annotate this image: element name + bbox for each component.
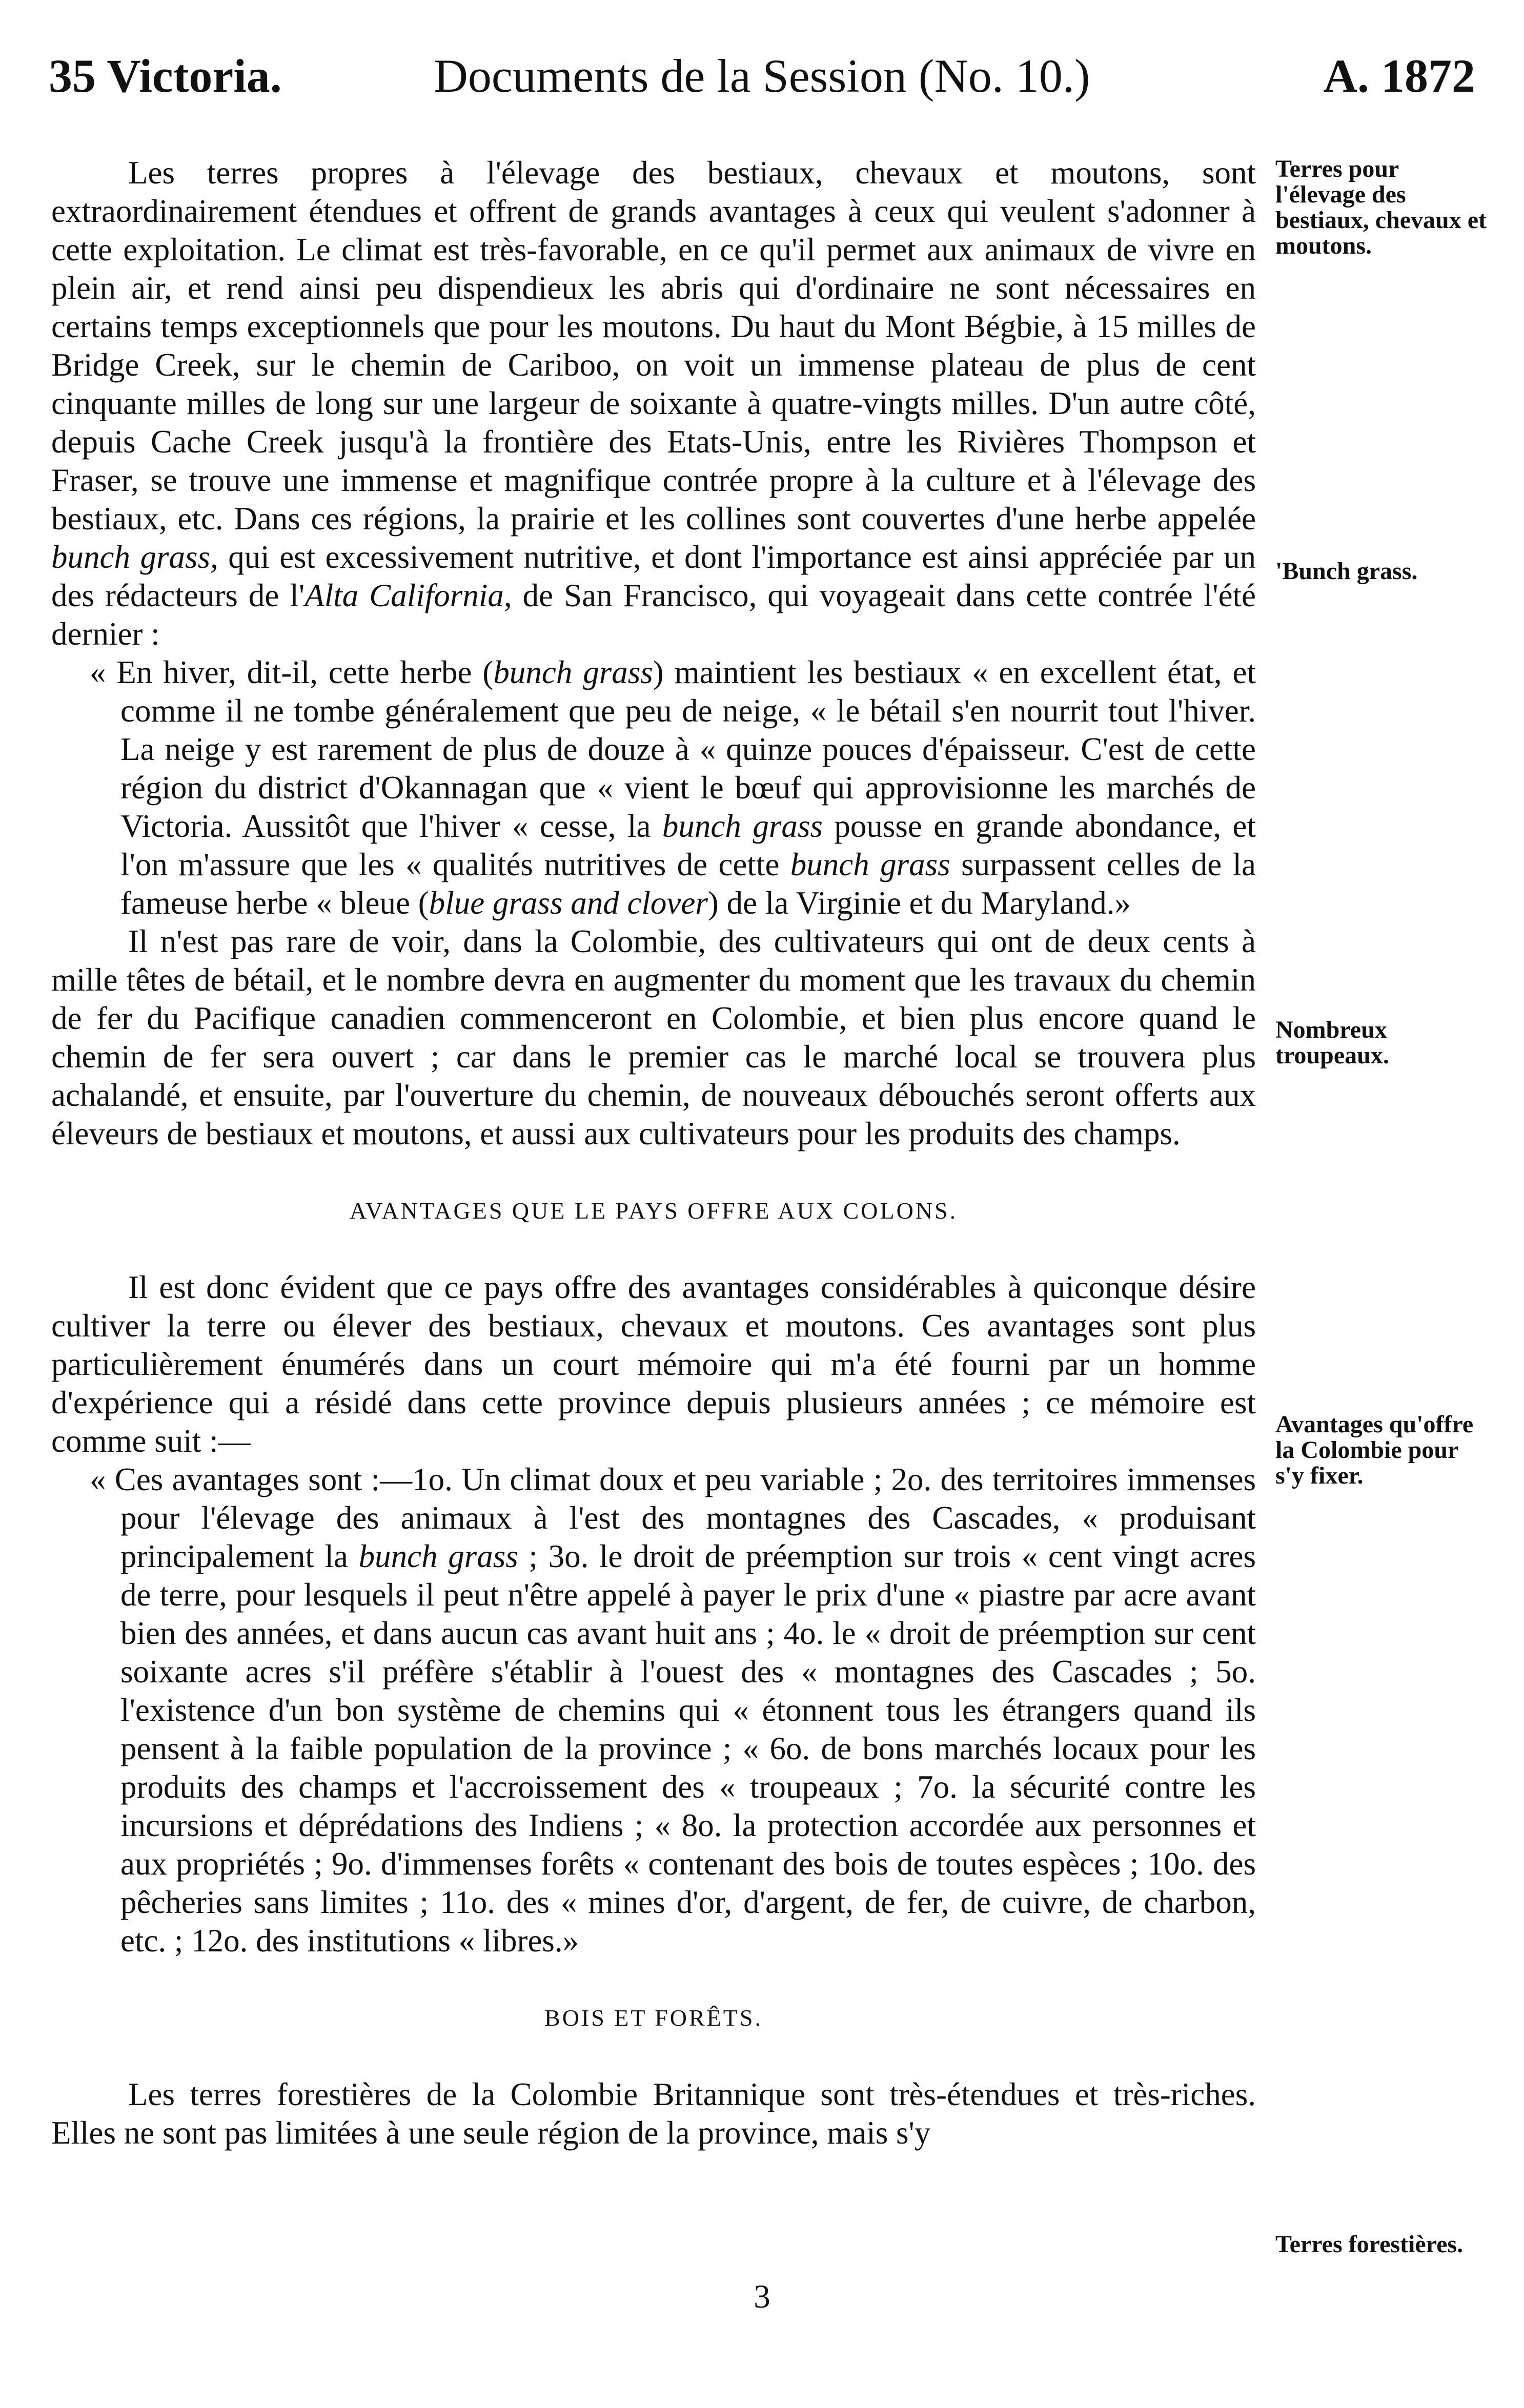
margin-note-terres-elevage: Terres pour l'élevage des bestiaux, chevaux et moutons. [1275, 155, 1487, 259]
section-heading-avantages: AVANTAGES QUE LE PAYS OFFRE AUX COLONS. [349, 1198, 958, 1224]
margin-note-terres-forestieres: Terres forestières. [1275, 2231, 1464, 2258]
running-header [49, 49, 1475, 115]
body-text [51, 154, 1256, 2152]
paragraph-troupeaux: Il n'est pas rare de voir, dans la Colombie, des cultivateurs qui ont de deux cents à mille têtes de bétail, et le nombre devra en augmenter du moment que les travaux du chemin de fer du Pacifique canadien commenceront en Colombie, et bien plus encore quand le chemin de fer sera ouvert ; car dans le premier cas le marché local se trouvera plus achalandé, et ensuite, par l'ouverture du chemin, de nouveaux débouchés seront offerts aux éleveurs de bestiaux et moutons, et aussi aux cultivateurs pour les produits des champs. [51, 923, 1256, 1151]
header-year: A. 1872 [1323, 50, 1475, 102]
margin-note-avantages: Avantages qu'offre la Colombie pour s'y fixer. [1275, 1411, 1474, 1489]
header-title: Documents de la Session (No. 10.) [434, 50, 1090, 102]
quotation-memoire: « Ces avantages sont :—1o. Un climat doux et peu variable ; 2o. des territoires immenses pour l'élevage des animaux à l'est des montagnes des Cascades, « produisant principalement la bunch grass ; 3o. le droit de préemption sur trois « cent vingt acres de terre, pour lesquels il peut n'être appelé à payer le prix d'une « piastre par acre avant bien des années, et dans aucun cas avant huit ans ; 4o. le « droit de préemption sur cent soixante acres s'il préfère s'établir à l'ouest des « montagnes des Cascades ; 5o. l'existence d'un bon système de chemins qui « étonnent tous les étrangers quand ils pensent à la faible population de la province ; « 6o. de bons marchés locaux pour les produits des champs et l'accroissement des « troupeaux ; 7o. la sécurité contre les incursions et déprédations des Indiens ; « 8o. la protection accordée aux personnes et aux propriétés ; 9o. d'immenses forêts « contenant des bois de toutes espèces ; 10o. des pêcheries sans limites ; 11o. des « mines d'or, d'argent, de fer, de cuivre, de charbon, etc. ; 12o. des institutions « libres.» [90, 1462, 1256, 1959]
page-number: 3 [754, 2278, 770, 2315]
paragraph-avantages: Il est donc évident que ce pays offre des avantages considérables à quiconque désire cultiver la terre ou élever des bestiaux, chevaux et moutons. Ces avantages sont plus particulièrement énumérés dans un court mémoire qui m'a été fourni par un homme d'expérience qui a résidé dans cette province depuis plusieurs années ; ce mémoire est comme suit :— [51, 1269, 1256, 1459]
paragraph-elevage: Les terres propres à l'élevage des bestiaux, chevaux et moutons, sont extraordinairement étendues et offrent de grands avantages à ceux qui veulent s'adonner à cette exploitation. Le climat est très-favorable, en ce qu'il permet aux animaux de vivre en plein air, et rend ainsi peu dispendieux les abris qui d'ordinaire ne sont nécessaires en certains temps exceptionnels que pour les moutons. Du haut du Mont Bégbie, à 15 milles de Bridge Creek, sur le chemin de Cariboo, on voit un immense plateau de plus de cent cinquante milles de long sur une largeur de soixante à quatre-vingts milles. D'un autre côté, depuis Cache Creek jusqu'à la frontière des Etats-Unis, entre les Rivières Thompson et Fraser, se trouve une immense et magnifique contrée propre à la culture et à l'élevage des bestiaux, etc. Dans ces régions, la prairie et les collines sont couvertes d'une herbe appelée bunch grass, qui est excessivement nutritive, et dont l'importance est ainsi appréciée par un des rédacteurs de l'Alta California, de San Francisco, qui voyageait dans cette contrée l'été dernier : [51, 155, 1256, 652]
paragraph-forets: Les terres forestières de la Colombie Britannique sont très-étendues et très-riches. Elles ne sont pas limitées à une seule région de la province, mais s'y [51, 2076, 1256, 2151]
header-volume: 35 Victoria. [49, 50, 282, 102]
section-heading-bois: BOIS ET FORÊTS. [544, 2005, 763, 2031]
quotation-alta-california: « En hiver, dit-il, cette herbe (bunch grass) maintient les bestiaux « en excellent état, et comme il ne tombe généralement que peu de neige, « le bétail s'en nourrit tout l'hiver. La neige y est rarement de plus de douze à « quinze pouces d'épaisseur. C'est de cette région du district d'Okannagan que « vient le bœuf qui approvisionne les marchés de Victoria. Aussitôt que l'hiver « cesse, la bunch grass pousse en grande abondance, et l'on m'assure que les « qualités nutritives de cette bunch grass surpassent celles de la fameuse herbe « bleue (blue grass and clover) de la Virginie et du Maryland.» [90, 654, 1256, 921]
margin-note-nombreux-troupeaux: Nombreux troupeaux. [1275, 1016, 1389, 1069]
margin-note-bunch-grass: 'Bunch grass. [1275, 558, 1418, 585]
